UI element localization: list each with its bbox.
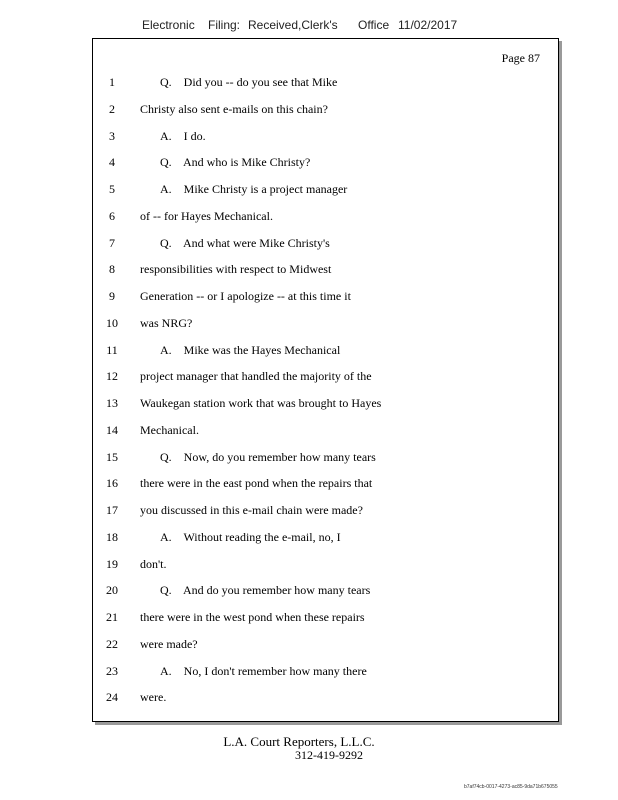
header-word-filing: Filing: [208, 18, 241, 32]
line-text: Christy also sent e-mails on this chain? [140, 101, 328, 116]
line-number: 6 [109, 208, 115, 223]
transcript-line [93, 316, 558, 332]
transcript-line [93, 129, 558, 145]
line-number: 3 [109, 128, 115, 143]
filing-header [142, 18, 542, 36]
line-text: A. Mike was the Hayes Mechanical [160, 342, 341, 357]
transcript-line [93, 610, 558, 626]
transcript-line [93, 557, 558, 573]
reporter-phone: 312-419-9292 [295, 748, 363, 762]
transcript-line [93, 155, 558, 171]
line-text: Q. And do you remember how many tears [160, 583, 371, 598]
line-text: A. Mike Christy is a project manager [160, 182, 348, 196]
transcript-line [93, 343, 558, 359]
line-text: of -- for Hayes Mechanical. [140, 208, 273, 223]
line-number: 20 [106, 583, 118, 598]
line-number: 22 [106, 636, 118, 651]
transcript-line [93, 583, 558, 599]
line-number: 21 [106, 610, 118, 624]
line-text: Q. Did you -- do you see that Mike [160, 75, 338, 89]
line-number: 9 [109, 289, 115, 303]
line-text: Waukegan station work that was brought to Hayes [140, 396, 382, 410]
line-number: 15 [106, 449, 118, 464]
line-text: were. [140, 690, 167, 705]
line-text: there were in the east pond when the repairs that [140, 476, 373, 491]
line-number: 14 [106, 422, 118, 437]
transcript-line [93, 476, 558, 492]
line-text: you discussed in this e-mail chain were made? [140, 503, 363, 517]
transcript-line [93, 102, 558, 118]
line-text: Q. And what were Mike Christy's [160, 235, 330, 250]
line-text: project manager that handled the majority of the [140, 369, 372, 384]
transcript-line [93, 530, 558, 546]
line-number: 23 [106, 663, 118, 678]
document-id: b7af74cb-0017-4273-ac85-9da71b675055 [464, 784, 558, 790]
transcript-line [93, 262, 558, 278]
transcript-line [93, 396, 558, 412]
line-text: Mechanical. [140, 422, 199, 437]
header-word-received: Received,Clerk's [248, 18, 338, 32]
line-number: 11 [106, 342, 118, 357]
transcript-line [93, 450, 558, 466]
line-number: 2 [109, 101, 115, 116]
line-text: Q. And who is Mike Christy? [160, 155, 311, 170]
line-text: was NRG? [140, 315, 193, 330]
line-text: A. I do. [160, 128, 206, 143]
line-number: 10 [106, 315, 118, 330]
line-number: 19 [106, 556, 118, 571]
header-word-electronic: Electronic [142, 18, 195, 32]
line-text: don't. [140, 556, 167, 571]
transcript-line [93, 182, 558, 198]
transcript-line [93, 236, 558, 252]
transcript-line [93, 423, 558, 439]
line-text: A. Without reading the e-mail, no, I [160, 529, 341, 544]
transcript-page [92, 38, 559, 722]
line-text: A. No, I don't remember how many there [160, 663, 367, 678]
line-number: 4 [109, 155, 115, 170]
header-date: 11/02/2017 [398, 18, 458, 32]
line-number: 5 [109, 182, 115, 196]
transcript-line [93, 75, 558, 91]
line-text: there were in the west pond when these repairs [140, 610, 365, 624]
line-number: 8 [109, 262, 115, 277]
line-text: Q. Now, do you remember how many tears [160, 449, 376, 464]
line-text: Generation -- or I apologize -- at this time it [140, 289, 351, 303]
line-number: 7 [109, 235, 115, 250]
transcript-line [93, 690, 558, 706]
transcript-line [93, 209, 558, 225]
line-text: responsibilities with respect to Midwest [140, 262, 332, 277]
line-number: 18 [106, 529, 118, 544]
transcript-line [93, 369, 558, 385]
line-number: 1 [109, 75, 115, 89]
line-number: 13 [106, 396, 118, 410]
line-number: 16 [106, 476, 118, 491]
reporter-company: L.A. Court Reporters, L.L.C. [223, 734, 375, 749]
line-number: 24 [106, 690, 118, 705]
transcript-line [93, 503, 558, 519]
transcript-line [93, 289, 558, 305]
page-number: Page 87 [501, 51, 540, 65]
transcript-line [93, 637, 558, 653]
transcript-line [93, 664, 558, 680]
header-word-office: Office [358, 18, 390, 32]
line-text: were made? [140, 636, 198, 651]
line-number: 17 [106, 503, 118, 517]
line-number: 12 [106, 369, 118, 384]
